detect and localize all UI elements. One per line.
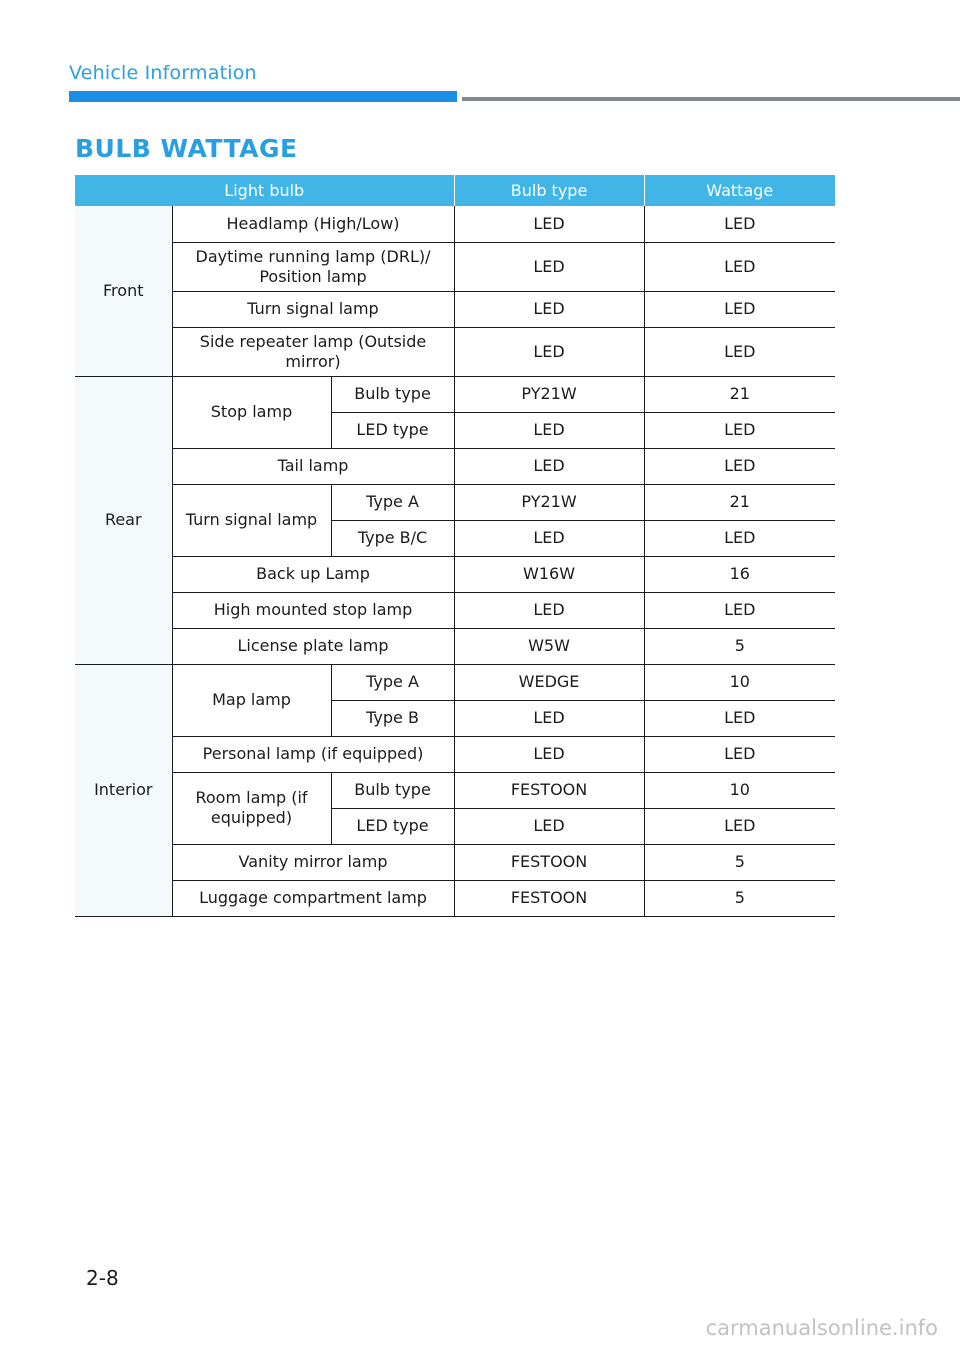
bulb-type-cell: LED: [454, 700, 644, 736]
table-row: [75, 376, 835, 412]
bulb-type-cell: FESTOON: [454, 772, 644, 808]
bulb-type-cell: PY21W: [454, 376, 644, 412]
lamp-name: High mounted stop lamp: [172, 592, 454, 628]
bulb-type-cell: LED: [454, 592, 644, 628]
wattage-cell: 5: [644, 628, 835, 664]
variant-cell: Type A: [331, 664, 454, 700]
table-row: [75, 291, 835, 327]
variant-cell: LED type: [331, 412, 454, 448]
wattage-cell: 21: [644, 376, 835, 412]
table-row: [75, 484, 835, 520]
lamp-name: Back up Lamp: [172, 556, 454, 592]
table-row: [75, 772, 835, 808]
bulb-type-cell: LED: [454, 206, 644, 242]
header-rule-accent: [69, 91, 457, 102]
table-row: [75, 628, 835, 664]
group-label-rear: Rear: [75, 376, 172, 664]
wattage-cell: 5: [644, 880, 835, 916]
variant-cell: Type B/C: [331, 520, 454, 556]
wattage-cell: 21: [644, 484, 835, 520]
bulb-wattage-table: [75, 175, 835, 917]
wattage-cell: 16: [644, 556, 835, 592]
bulb-type-cell: PY21W: [454, 484, 644, 520]
table-row: [75, 736, 835, 772]
wattage-cell: 10: [644, 772, 835, 808]
bulb-type-cell: LED: [454, 808, 644, 844]
table-row: [75, 880, 835, 916]
wattage-cell: 5: [644, 844, 835, 880]
wattage-cell: LED: [644, 242, 835, 291]
lamp-name: License plate lamp: [172, 628, 454, 664]
wattage-cell: LED: [644, 327, 835, 376]
column-header-light-bulb: Light bulb: [75, 175, 454, 206]
lamp-name: Stop lamp: [172, 376, 331, 448]
bulb-type-cell: LED: [454, 327, 644, 376]
table-row: [75, 206, 835, 242]
wattage-cell: 10: [644, 664, 835, 700]
column-header-bulb-type: Bulb type: [454, 175, 644, 206]
bulb-type-cell: FESTOON: [454, 880, 644, 916]
lamp-name: Turn signal lamp: [172, 484, 331, 556]
column-header-wattage: Wattage: [644, 175, 835, 206]
page-title: BULB WATTAGE: [75, 134, 298, 163]
wattage-cell: LED: [644, 448, 835, 484]
lamp-name: Headlamp (High/Low): [172, 206, 454, 242]
bulb-type-cell: LED: [454, 242, 644, 291]
variant-cell: Type B: [331, 700, 454, 736]
table-row: [75, 556, 835, 592]
wattage-cell: LED: [644, 736, 835, 772]
wattage-cell: LED: [644, 412, 835, 448]
wattage-cell: LED: [644, 808, 835, 844]
bulb-type-cell: W16W: [454, 556, 644, 592]
lamp-name: Luggage compartment lamp: [172, 880, 454, 916]
variant-cell: Bulb type: [331, 772, 454, 808]
watermark: carmanualsonline.info: [705, 1316, 938, 1340]
lamp-name: Vanity mirror lamp: [172, 844, 454, 880]
bulb-type-cell: LED: [454, 291, 644, 327]
wattage-cell: LED: [644, 206, 835, 242]
wattage-cell: LED: [644, 700, 835, 736]
variant-cell: LED type: [331, 808, 454, 844]
table-row: [75, 327, 835, 376]
bulb-type-cell: LED: [454, 736, 644, 772]
bulb-type-cell: W5W: [454, 628, 644, 664]
table-row: [75, 242, 835, 291]
group-label-front: Front: [75, 206, 172, 376]
wattage-cell: LED: [644, 291, 835, 327]
lamp-name: Side repeater lamp (Outside mirror): [172, 327, 454, 376]
bulb-type-cell: LED: [454, 520, 644, 556]
table-row: [75, 664, 835, 700]
lamp-name: Daytime running lamp (DRL)/ Position lamp: [172, 242, 454, 291]
bulb-type-cell: WEDGE: [454, 664, 644, 700]
wattage-cell: LED: [644, 592, 835, 628]
table-header-row: [75, 175, 835, 206]
lamp-name: Turn signal lamp: [172, 291, 454, 327]
bulb-type-cell: FESTOON: [454, 844, 644, 880]
lamp-name: Tail lamp: [172, 448, 454, 484]
variant-cell: Type A: [331, 484, 454, 520]
bulb-type-cell: LED: [454, 448, 644, 484]
lamp-name: Map lamp: [172, 664, 331, 736]
variant-cell: Bulb type: [331, 376, 454, 412]
header-rule: [462, 97, 960, 101]
table-row: [75, 448, 835, 484]
wattage-cell: LED: [644, 520, 835, 556]
lamp-name: Room lamp (if equipped): [172, 772, 331, 844]
bulb-type-cell: LED: [454, 412, 644, 448]
table-row: [75, 592, 835, 628]
group-label-interior: Interior: [75, 664, 172, 916]
table-row: [75, 844, 835, 880]
lamp-name: Personal lamp (if equipped): [172, 736, 454, 772]
section-title: Vehicle Information: [69, 62, 257, 84]
page-number: 2-8: [86, 1266, 119, 1290]
